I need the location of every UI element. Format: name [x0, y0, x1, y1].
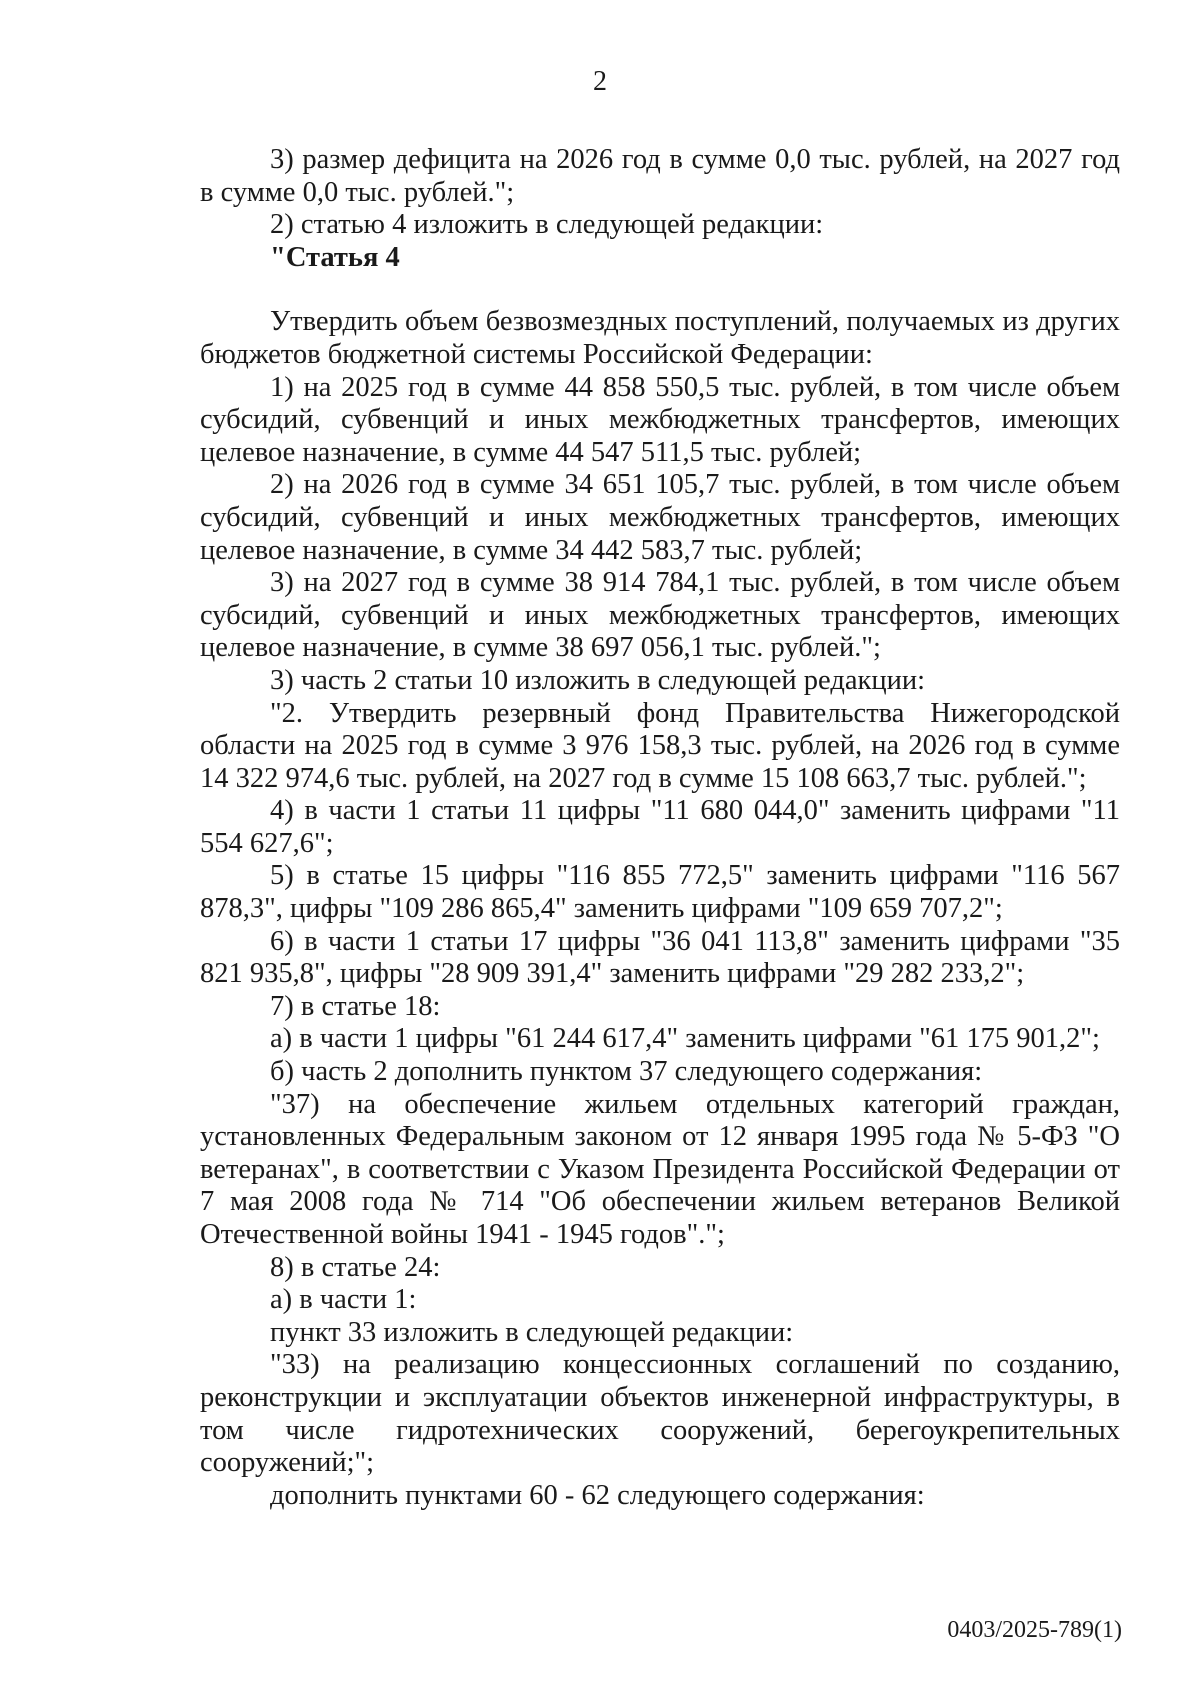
- paragraph-items60-62: дополнить пунктами 60 - 62 следующего содержания:: [270, 1479, 925, 1511]
- paragraph-article24-part1: а) в части 1:: [270, 1284, 417, 1316]
- paragraph-article18-part2: б) часть 2 дополнить пунктом 37 следующего содержания:: [270, 1056, 983, 1088]
- paragraph-article11: 4) в части 1 статьи 11 цифры "11 680 044,0" заменить цифрами "11 554 627,6";: [200, 795, 1120, 859]
- document-number: 0403/2025-789(1): [947, 1617, 1122, 1643]
- page-number: 2: [593, 66, 607, 97]
- paragraph-article24: 8) в статье 24:: [270, 1251, 441, 1283]
- paragraph-item33: "33) на реализацию концессионных соглашений по созданию, реконструкции и эксплуатации объектов инженерной инфраструктуры, в том числе гидротехнических сооружений, берегоукрепительных сооружений;";: [200, 1349, 1120, 1479]
- paragraph-item37: "37) на обеспечение жильем отдельных категорий граждан, установленных Федеральным законом от 12 января 1995 года № 5-ФЗ "О ветеранах", в соответствии с Указом Президента Российской Федерации от 7 мая 2008 года № 714 "Об обеспечении жильем ветеранов Великой Отечественной войны 1941 - 1945 годов".";: [200, 1088, 1120, 1250]
- paragraph-article10-intro: 3) часть 2 статьи 10 изложить в следующей редакции:: [270, 664, 925, 696]
- paragraph-article17: 6) в части 1 статьи 17 цифры "36 041 113,8" заменить цифрами "35 821 935,8", цифры "28 909 391,4" заменить цифрами "29 282 233,2";: [200, 925, 1120, 990]
- paragraph-article18-part1: а) в части 1 цифры "61 244 617,4" заменить цифрами "61 175 901,2";: [270, 1023, 1100, 1055]
- paragraph-2027-receipts: 3) на 2027 год в сумме 38 914 784,1 тыс. рублей, в том числе объем субсидий, субвенций и иных межбюджетных трансфертов, имеющих целевое назначение, в сумме 38 697 056,1 тыс. рублей.";: [200, 567, 1120, 664]
- paragraph-2026-receipts: 2) на 2026 год в сумме 34 651 105,7 тыс. рублей, в том числе объем субсидий, субвенций и иных межбюджетных трансфертов, имеющих целевое назначение, в сумме 34 442 583,7 тыс. рублей;: [200, 469, 1120, 566]
- paragraph-2025-receipts: 1) на 2025 год в сумме 44 858 550,5 тыс. рублей, в том числе объем субсидий, субвенций и иных межбюджетных трансфертов, имеющих целевое назначение, в сумме 44 547 511,5 тыс. рублей;: [200, 371, 1120, 468]
- paragraph-deficit: 3) размер дефицита на 2026 год в сумме 0,0 тыс. рублей, на 2027 год в сумме 0,0 тыс. рублей.";: [200, 144, 1120, 208]
- article-heading: "Статья 4: [270, 241, 400, 273]
- paragraph-item33-intro: пункт 33 изложить в следующей редакции:: [270, 1316, 794, 1348]
- paragraph-article18: 7) в статье 18:: [270, 990, 441, 1022]
- paragraph-reserve-fund: "2. Утвердить резервный фонд Правительства Нижегородской области на 2025 год в сумме 3 976 158,3 тыс. рублей, на 2026 год в сумме 14 322 974,6 тыс. рублей, на 2027 год в сумме 15 108 663,7 тыс. рублей.";: [200, 697, 1120, 794]
- paragraph-article4-intro: 2) статью 4 изложить в следующей редакции:: [270, 209, 824, 241]
- document-body: [200, 144, 1120, 1512]
- paragraph-article15: 5) в статье 15 цифры "116 855 772,5" заменить цифрами "116 567 878,3", цифры "109 286 865,4" заменить цифрами "109 659 707,2";: [200, 860, 1120, 925]
- paragraph-approve-receipts: Утвердить объем безвозмездных поступлений, получаемых из других бюджетов бюджетной системы Российской Федерации:: [200, 306, 1120, 370]
